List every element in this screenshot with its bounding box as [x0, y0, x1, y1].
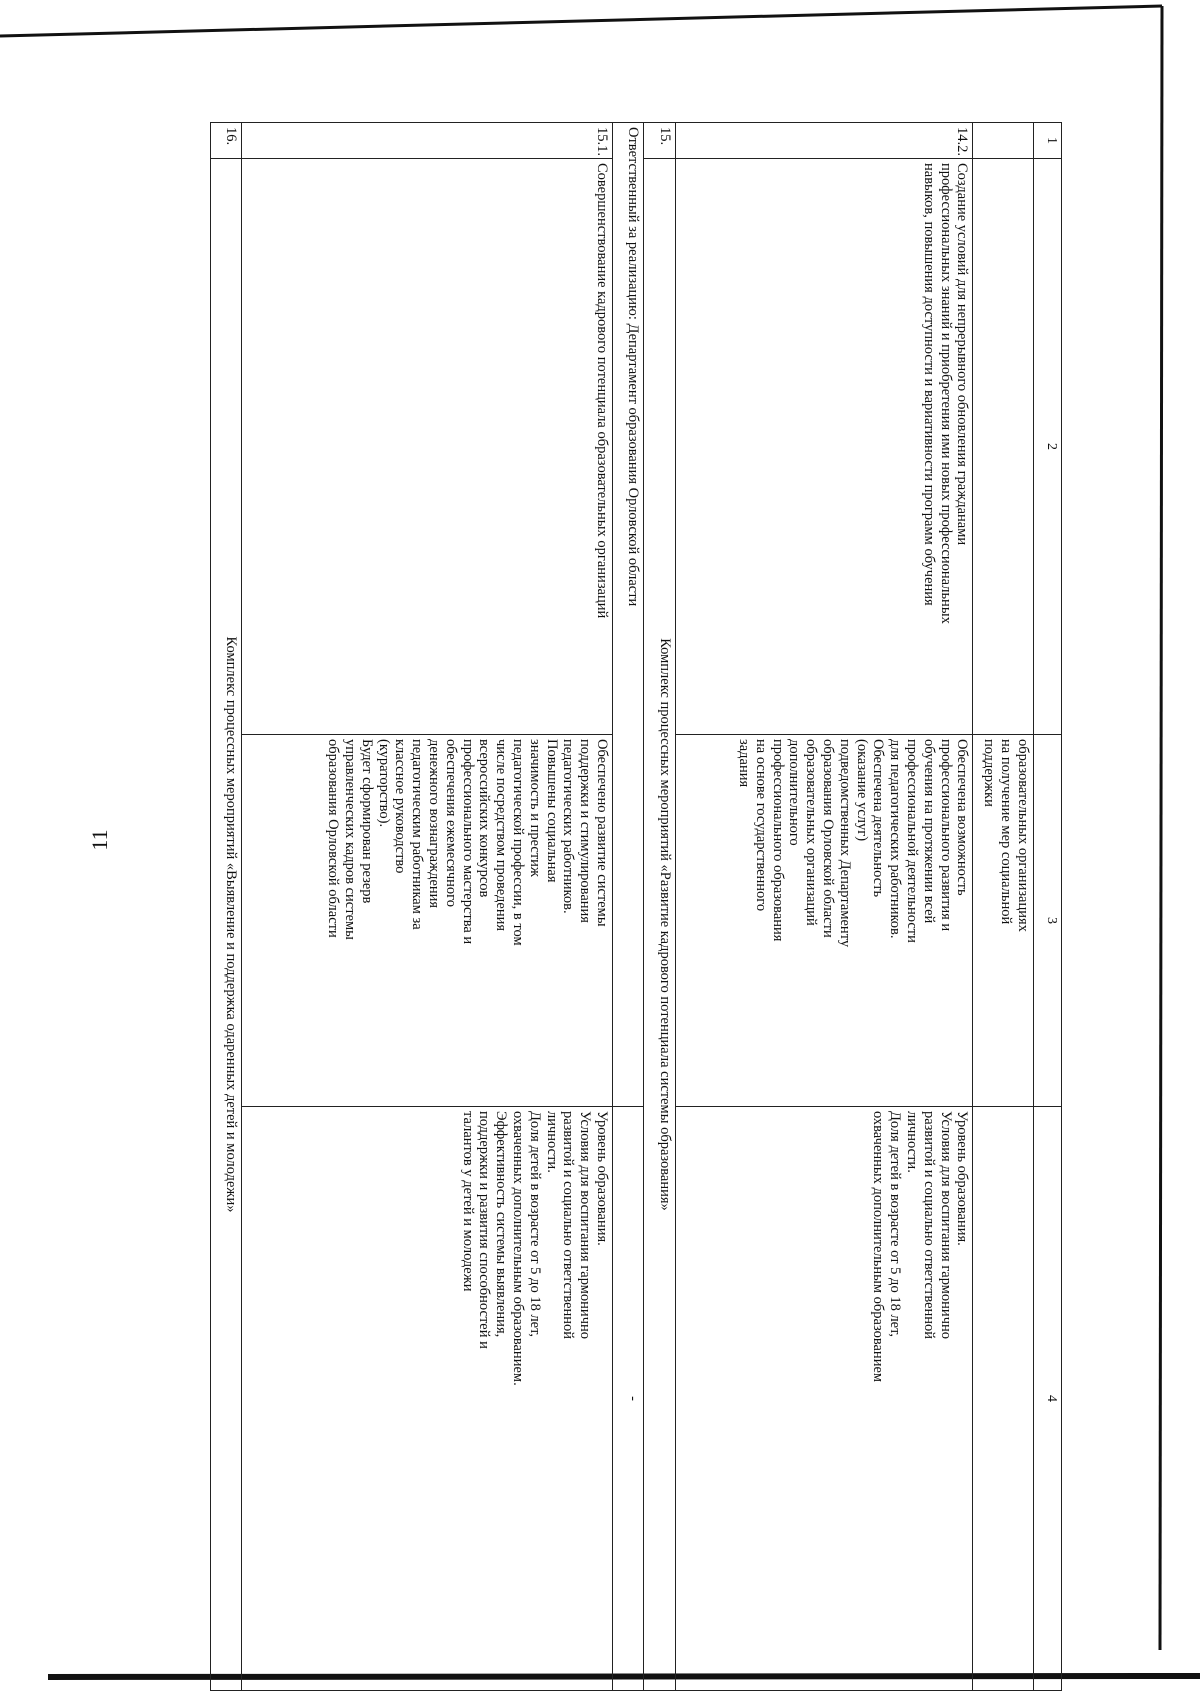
- result-cell: Обеспечена возможность профессионального развития и обучения на протяжении всей профессиональной деятельности для педагогических работников. Обеспечена деятельность (оказание услуг) подведомственных Департаменту образования Орловской области образовательных организаций дополнительного профессионального образования на основе государственного задания: [675, 735, 973, 1107]
- indicator-cell: [973, 1107, 1033, 1691]
- header-col-2: 2: [1033, 159, 1061, 735]
- table-row-15: [644, 123, 675, 1691]
- page-number: 11: [87, 829, 112, 851]
- table-row-15-responsible: [613, 123, 644, 1691]
- table-row-continuation: [973, 123, 1033, 1691]
- row-number: 16.: [211, 123, 242, 159]
- row-number: 14.2.: [675, 123, 973, 159]
- task-cell: Создание условий для непрерывного обновления гражданами профессиональных знаний и приобретения ими новых профессиональных навыков, повышения доступности и вариативности программ обучения: [675, 159, 973, 735]
- responsible-dash: -: [613, 1107, 644, 1691]
- responsible-text: Ответственный за реализацию: Департамент образования Орловской области: [613, 123, 644, 1107]
- table-row-15-1: [242, 123, 613, 1691]
- indicator-cell: Уровень образования. Условия для воспитания гармонично развитой и социально ответственной личности. Доля детей в возрасте от 5 до 18 лет, охваченных дополнительным образованием: [675, 1107, 973, 1691]
- row-number: 15.: [644, 123, 675, 159]
- row-number: [973, 123, 1033, 159]
- section-title: Комплекс процессных мероприятий «Выявление и поддержка одаренных детей и молодежи»: [211, 159, 242, 1691]
- rotated-table-container: [210, 122, 1062, 1690]
- section-title: Комплекс процессных мероприятий «Развитие кадрового потенциала системы образования»: [644, 159, 675, 1691]
- measures-table: [210, 122, 1062, 1691]
- header-col-1: 1: [1033, 123, 1061, 159]
- result-cell: образовательных организациях на получение мер социальной поддержки: [973, 735, 1033, 1107]
- result-cell: Обеспечено развитие системы поддержки и стимулирования педагогических работников. Повышены социальная значимость и престиж педагогической профессии, в том числе посредством проведения всероссийских конкурсов профессионального мастерства и обеспечения ежемесячного денежного вознаграждения педагогическим работникам за классное руководство (кураторство). Будет сформирован резерв управленческих кадров системы образования Орловской области: [242, 735, 613, 1107]
- table-row-16: [211, 123, 242, 1691]
- task-cell: [973, 159, 1033, 735]
- row-number: 15.1.: [242, 123, 613, 159]
- table-row-14-2: [675, 123, 973, 1691]
- indicator-cell: Уровень образования. Условия для воспитания гармонично развитой и социально ответственной личности. Доля детей в возрасте от 5 до 18 лет, охваченных дополнительным образованием. Эффективность системы выявления, поддержки и развития способностей и талантов у детей и молодежи: [242, 1107, 613, 1691]
- header-col-4: 4: [1033, 1107, 1061, 1691]
- task-cell: Совершенствование кадрового потенциала образовательных организаций: [242, 159, 613, 735]
- table-header-row: [1033, 123, 1061, 1691]
- header-col-3: 3: [1033, 735, 1061, 1107]
